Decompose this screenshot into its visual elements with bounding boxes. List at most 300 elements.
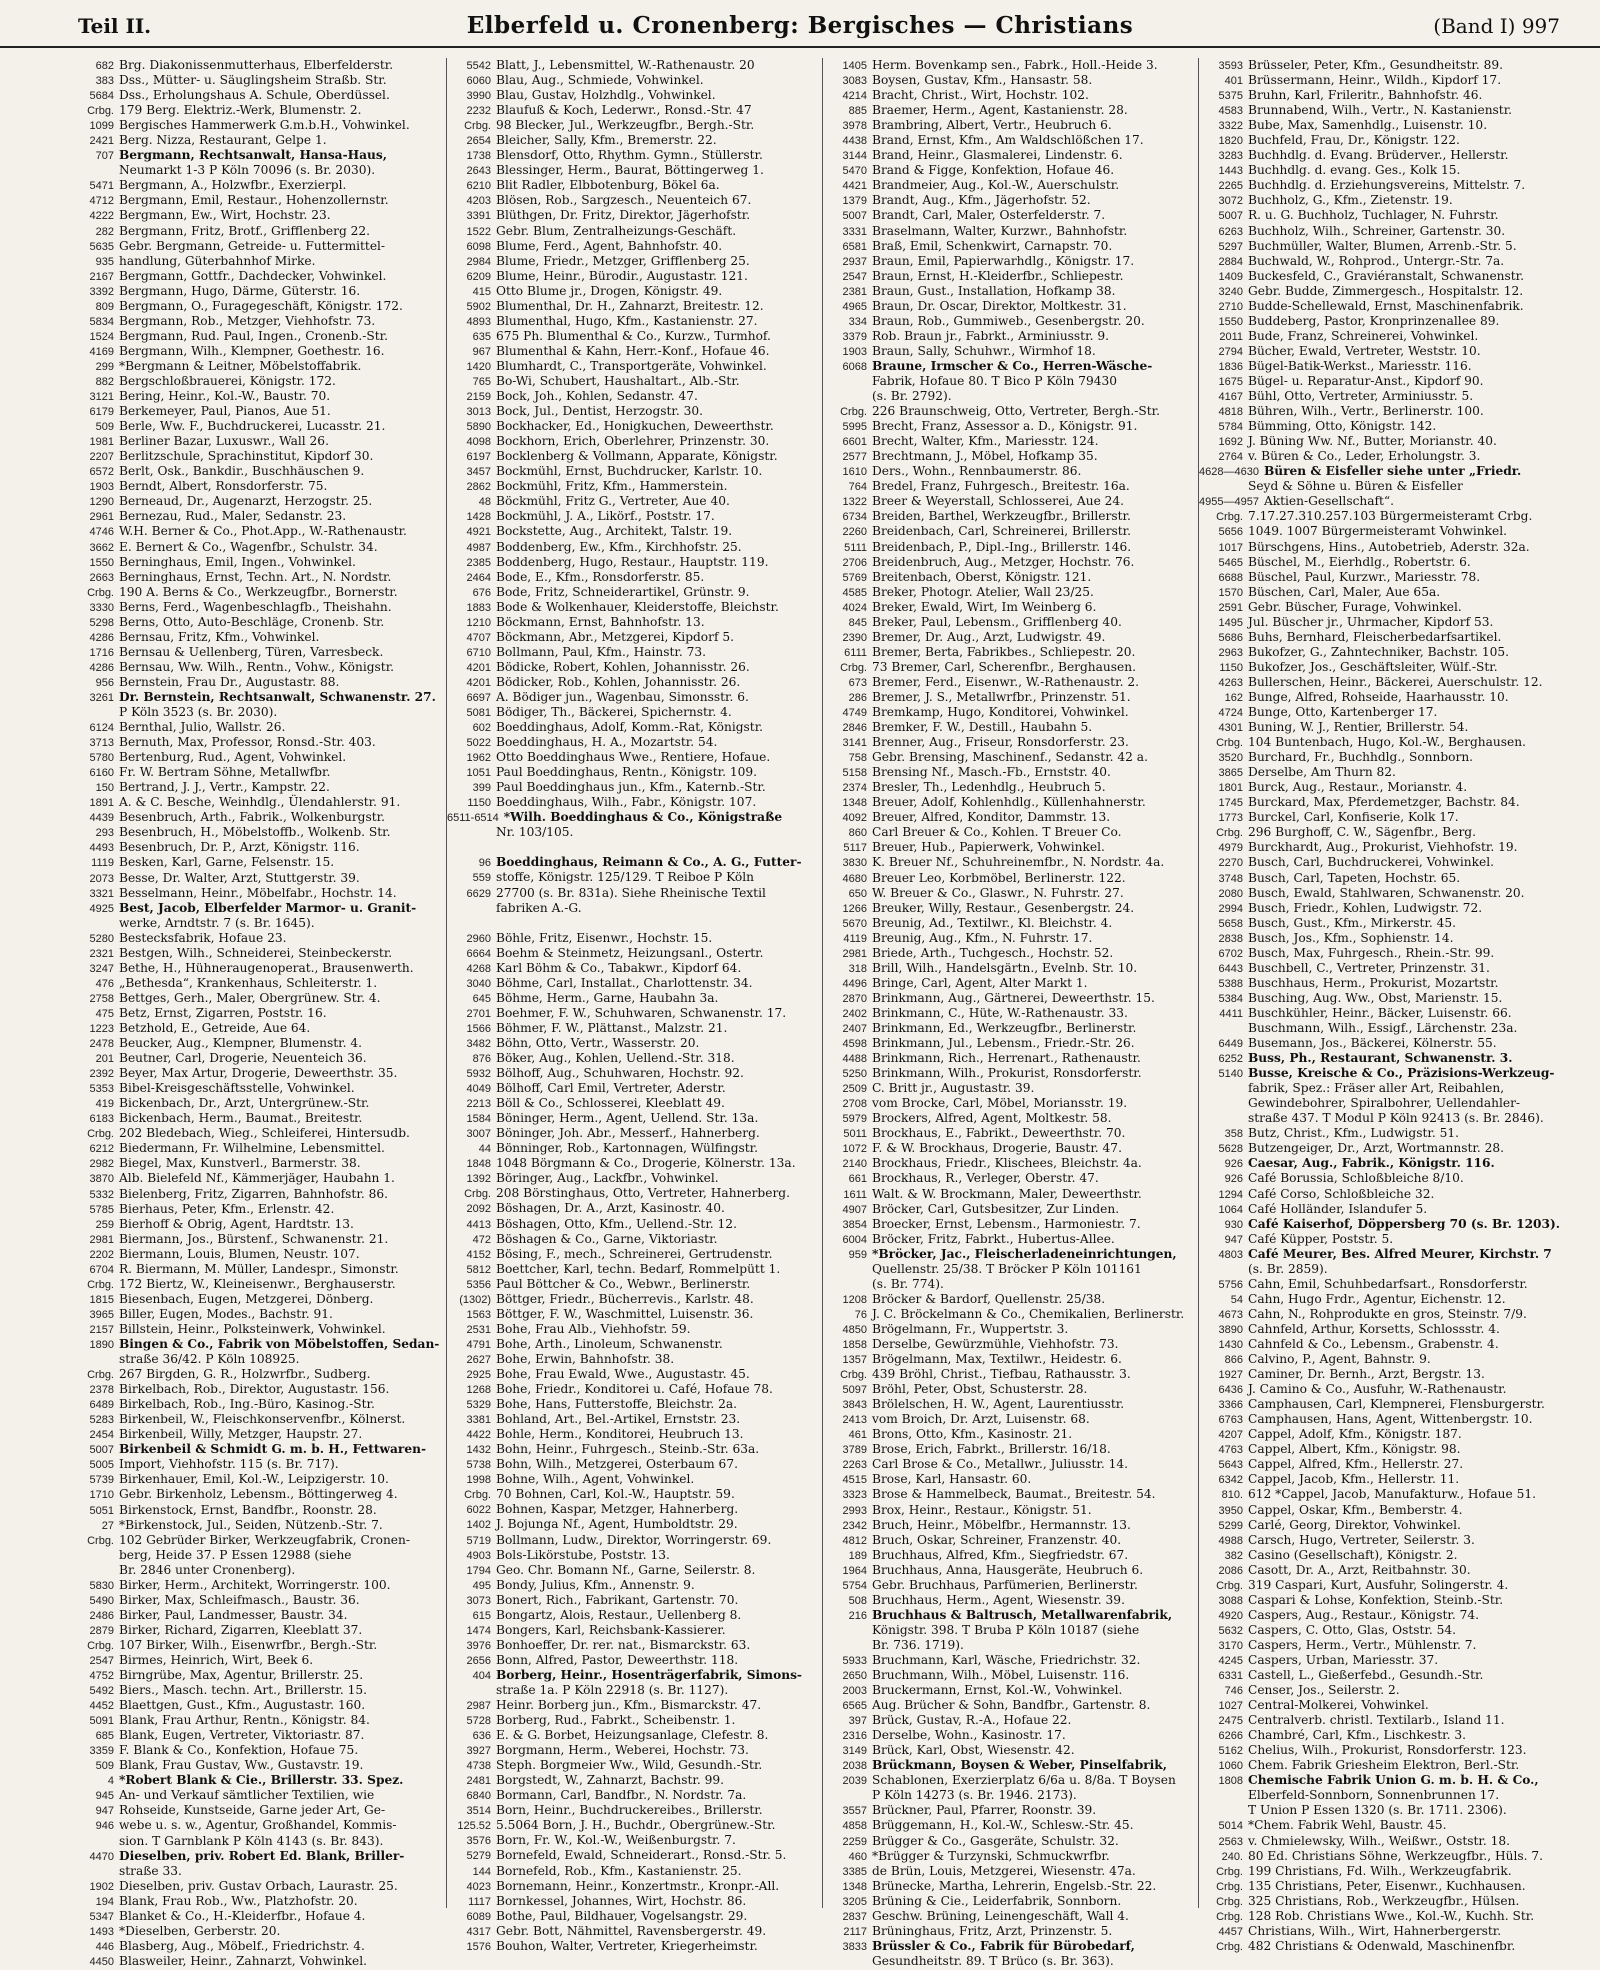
phone-number: 461 [848,1429,867,1442]
directory-entry [823,1668,1187,1683]
directory-entry [823,1262,1187,1277]
directory-entry [447,1502,811,1517]
directory-entry [447,690,811,705]
entry-text: Bödicke, Robert, Kohlen, Johannisstr. 26. [496,659,750,674]
entry-text: Bonhoeffer, Dr. rer. nat., Bismarckstr. 63. [496,1637,751,1652]
phone-number: 4752 [89,1670,114,1683]
directory-entry [70,163,434,178]
entry-text: Blasberg, Aug., Möbelf., Friedrichstr. 4. [119,1938,365,1953]
phone-number: 6209 [466,270,491,283]
entry-text: Bracht, Christ., Wirt, Hochstr. 102. [872,88,1089,103]
directory-entry [70,1051,434,1066]
phone-number: 5932 [466,1068,491,1081]
phone-number: 5728 [466,1715,491,1728]
phone-number: 2140 [842,1158,867,1171]
phone-number: 5643 [1218,1459,1243,1472]
phone-number: 6565 [842,1700,867,1713]
phone-number: 1420 [466,360,491,373]
directory-entry [70,1803,434,1818]
page-header [0,0,1600,48]
directory-entry [1199,1849,1563,1864]
entry-text: Buschbell, C., Vertreter, Prinzenstr. 31. [1248,960,1490,975]
entry-text: Bongartz, Alois, Restaur., Uellenberg 8. [496,1607,742,1622]
entry-text: 179 Berg. Elektriz.-Werk, Blumenstr. 2. [119,103,362,118]
entry-text: Brand, Heinr., Glasmalerei, Lindenstr. 6. [872,148,1123,163]
directory-entry [1199,600,1563,615]
phone-number: 1027 [1218,1700,1243,1713]
phone-number: 3662 [89,541,114,554]
entry-text: Blensdorf, Otto, Rhythm. Gymn., Stüllerstr. [496,148,763,163]
entry-text: Bümming, Otto, Königstr. 142. [1248,419,1437,434]
entry-text: Bergmann, A., Holzwfbr., Exerzierpl. [119,178,347,193]
directory-entry [823,1638,1187,1653]
entry-text: Billstein, Heinr., Polksteinwerk, Vohwinkel. [119,1321,386,1336]
phone-number: 3088 [1218,1594,1243,1607]
phone-number: 4167 [1218,391,1243,404]
phone-number: 2627 [466,1353,491,1366]
phone-number: 5353 [89,1083,114,1096]
directory-entry [1199,1066,1563,1081]
directory-entry [823,269,1187,284]
phone-number: 2080 [1218,887,1243,900]
entry-text: Bohe, Erwin, Bahnhofstr. 38. [496,1351,675,1366]
phone-number: 44 [478,1143,491,1156]
directory-entry [447,359,811,374]
directory-entry [1199,1382,1563,1397]
phone-number: Crbg. [1216,511,1243,524]
entry-text: Buhs, Bernhard, Fleischerbedarfsartikel. [1248,629,1502,644]
phone-number: 5081 [466,707,491,720]
directory-entry [823,1382,1187,1397]
entry-text: Berninghaus, Ernst, Techn. Art., N. Nordstr. [119,569,392,584]
entry-text: Café Holländer, Islandufer 5. [1248,1201,1428,1216]
phone-number: 1357 [842,1354,867,1367]
phone-number: 2011 [1219,330,1243,343]
directory-entry [447,1126,811,1141]
phone-number: 2086 [1218,1564,1243,1577]
entry-text: Gewindebohrer, Spiralbohrer, Uellendahler- [1248,1096,1521,1111]
phone-number: 125.52 [457,1820,491,1833]
directory-entry [1199,163,1563,178]
entry-text: Bohn, Wilh., Metzgerei, Osterbaum 67. [496,1457,738,1472]
phone-number: 1223 [89,1023,114,1035]
phone-number: 6331 [1218,1670,1243,1683]
directory-entry [70,1336,440,1352]
entry-text: 208 Börstinghaus, Otto, Vertreter, Hahnerberg. [496,1186,790,1201]
entry-text: 612 *Cappel, Jacob, Manufakturw., Hofaue 51. [1248,1487,1536,1502]
directory-entry [70,1442,434,1457]
phone-number: 401 [1224,75,1243,88]
entry-text: Busch, Jos., Kfm., Sophienstr. 14. [1248,930,1454,945]
phone-number: 2381 [842,285,867,298]
directory-entry [1199,991,1563,1006]
directory-entry [1199,254,1563,269]
directory-entry [1199,1111,1563,1126]
phone-number: 764 [848,481,867,494]
directory-entry [1199,1187,1563,1202]
directory-entry [70,1096,434,1111]
directory-entry [1199,1487,1563,1502]
entry-text: Café Kaiserhof, Döppersberg 70 (s. Br. 1203). [1248,1216,1561,1231]
directory-entry [70,1427,434,1442]
directory-entry [823,810,1187,825]
phone-number: 6840 [466,1790,491,1803]
phone-number: 5280 [89,932,114,945]
entry-text: Böttger, Friedr., Bücherrevis., Karlstr. 48. [496,1291,754,1306]
entry-text: Caesar, Aug., Fabrik., Königstr. 116. [1248,1156,1495,1171]
phone-number: 5091 [89,1715,114,1728]
directory-entry [70,1668,434,1683]
entry-text: Cahn, Emil, Schuhbedarfsart., Ronsdorferstr. [1248,1276,1528,1291]
directory-entry [1199,509,1563,524]
phone-number: 3830 [842,857,867,870]
phone-number: 3040 [466,977,491,990]
directory-entry [70,1307,434,1322]
directory-entry [1199,1638,1563,1653]
phone-number: 495 [472,1579,491,1592]
directory-entry [447,329,811,344]
phone-number: Crbg. [464,1489,491,1502]
directory-entry [1199,73,1563,88]
directory-entry [447,735,811,750]
entry-text: Bruchhaus, Alfred, Kfm., Siegfriedstr. 67. [872,1547,1129,1562]
phone-number: 2577 [842,451,867,464]
directory-entry [447,750,811,765]
entry-text: Blume, Friedr., Metzger, Grifflenberg 25. [496,253,750,268]
directory-entry [70,600,434,615]
phone-number: 3976 [466,1639,491,1652]
phone-number: 882 [95,375,114,388]
phone-number: 4903 [466,1549,491,1562]
directory-entry [447,464,811,479]
directory-entry [447,1818,811,1833]
entry-text: Bornefeld, Rob., Kfm., Kastanienstr. 25. [496,1863,742,1878]
entry-text: Brück, Karl, Obst, Wiesenstr. 42. [872,1743,1075,1758]
entry-text: Brockhaus, E., Fabrikt., Deweerthstr. 70. [872,1126,1126,1141]
directory-entry [1199,675,1563,690]
phone-number: 4452 [89,1700,114,1713]
entry-text: Breidenbach, P., Dipl.-Ing., Brillerstr. 146. [872,539,1132,554]
phone-number: 1495 [1218,616,1243,629]
directory-entry [823,1232,1187,1247]
directory-entry [1199,118,1563,133]
entry-text: Derselbe, Am Thurn 82. [1248,765,1396,780]
entry-text: Café Borussia, Schloßbleiche 8/10. [1248,1171,1464,1186]
phone-number: 2764 [1218,451,1243,464]
section-label: Teil II. [78,14,152,38]
phone-number: 2039 [842,1775,867,1788]
entry-text: 202 Bledebach, Wieg., Schleiferei, Hintersudb. [119,1126,410,1141]
directory-entry [823,1593,1187,1608]
entry-text: Bockmühl, Ernst, Buchdrucker, Karlstr. 10. [496,464,763,479]
entry-text: Böshagen & Co., Garne, Viktoriastr. [496,1231,718,1246]
entry-text: An- und Verkauf sämtlicher Textilien, wie [119,1788,375,1803]
entry-text: 199 Christians, Fd. Wilh., Werkzeugfabrik. [1248,1863,1512,1878]
entry-text: 482 Christians & Odenwald, Maschinenfbr. [1248,1938,1516,1953]
directory-entry [70,73,434,88]
phone-number: 6022 [466,1504,491,1517]
phone-number: 4965 [842,300,867,313]
entry-text: Dss., Mütter- u. Säuglingsheim Straßb. Str. [119,73,387,88]
directory-entry [1199,1713,1563,1728]
entry-text: Breer & Weyerstall, Schlosserei, Aue 24. [872,494,1125,509]
phone-number: 1099 [89,120,114,133]
phone-number: (1302) [459,1293,491,1306]
directory-entry [447,434,811,449]
directory-entry [447,570,811,585]
entry-text: Born, Fr. W., Kol.-W., Weißenburgstr. 7. [496,1833,736,1848]
directory-entry [70,1006,434,1021]
directory-entry [1199,1292,1563,1307]
phone-number: 4907 [842,1203,867,1216]
directory-entry [823,615,1187,630]
entry-text: Bergmann, Rud. Paul, Ingen., Cronenb.-Str. [119,328,389,343]
phone-number: 1064 [1218,1203,1243,1216]
directory-entry [447,1232,811,1247]
entry-text: Bornemann, Heinr., Konzertmstr., Kronpr.-All. [496,1878,780,1893]
phone-number: 4925 [89,902,114,915]
entry-text: Blasweiler, Heinr., Zahnarzt, Vohwinkel. [119,1953,367,1968]
entry-text: Bouhon, Walter, Vertreter, Kriegerheimstr. [496,1938,758,1953]
directory-entry [1199,615,1563,630]
directory-entry [823,239,1187,254]
directory-entry [447,645,811,660]
directory-entry [447,269,811,284]
entry-text: Herm. Bovenkamp sen., Fabrk., Holl.-Heide 3. [872,58,1158,72]
entry-text: 172 Biertz, W., Kleineisenwr., Berghauserstr. [119,1276,396,1291]
directory-entry [823,224,1187,239]
entry-text: Burckel, Carl, Konfiserie, Kolk 17. [1248,810,1459,825]
directory-entry [823,1081,1187,1096]
phone-number: 4286 [89,661,114,674]
directory-entry [70,1171,434,1186]
directory-entry [447,239,811,254]
phone-number: 5738 [466,1459,491,1472]
phone-number: 5979 [842,1113,867,1126]
entry-text: Bergmann, Gottfr., Dachdecker, Vohwinkel. [119,268,387,283]
phone-number: 476 [95,977,114,990]
phone-number: 5005 [89,1459,114,1472]
directory-entry [70,1126,434,1141]
directory-entry [447,1848,811,1863]
entry-text: Caspers, Herm., Vertr., Mühlenstr. 7. [1248,1637,1477,1652]
phone-number: 866 [1224,1354,1243,1367]
entry-text: Bode, Fritz, Schneiderartikel, Grünstr. 9. [496,584,750,599]
entry-text: Burchard, Fr., Buchhdlg., Sonnborn. [1248,750,1474,765]
entry-text: Paul Boeddinghaus, Rentn., Königstr. 109. [496,765,757,780]
entry-text: Berlt, Osk., Bankdir., Buschhäuschen 9. [119,464,365,479]
entry-text: 128 Rob. Christians Wwe., Kol.-W., Kuchh. Str. [1248,1908,1535,1923]
phone-number: 5158 [842,767,867,780]
entry-text: Berkemeyer, Paul, Pianos, Aue 51. [119,404,331,419]
directory-entry [447,1382,811,1397]
directory-entry [1199,1864,1563,1879]
entry-text: fabrik, Spez.: Fräser aller Art, Reibahlen, [1248,1081,1505,1096]
phone-number: 509 [95,1760,114,1773]
directory-entry [1199,103,1563,118]
phone-number: 3261 [89,691,114,704]
directory-entry [70,1849,434,1864]
entry-text: Breidenbruch, Aug., Metzger, Hochstr. 76. [872,554,1135,569]
entry-text: Brüggemann, H., Kol.-W., Schlesw.-Str. 45. [872,1818,1134,1833]
entry-text: Bohn, Heinr., Fuhrgesch., Steinb.-Str. 63a. [496,1442,760,1457]
directory-entry [1199,1156,1563,1171]
entry-text: Broecker, Ernst, Lebensm., Harmoniestr. 7. [872,1216,1141,1231]
directory-entry [823,1954,1187,1969]
phone-number: 5051 [89,1504,114,1517]
directory-entry [447,1036,811,1051]
entry-text: *Bergmann & Leitner, Möbelstoffabrik. [119,358,362,373]
phone-number: 4098 [466,436,491,449]
entry-text: Gesundheitstr. 89. T Brüco (s. Br. 363). [872,1953,1114,1968]
entry-text: Bernsau & Uellenberg, Türen, Varresbeck. [119,644,384,659]
directory-entry [70,1382,434,1397]
phone-number: 6734 [842,511,867,524]
directory-entry [447,1728,811,1743]
phone-number: 4496 [842,977,867,990]
directory-entry [70,976,434,991]
entry-text: Bergmann, Rob., Metzger, Viehhofstr. 73. [119,313,376,328]
directory-entry [823,675,1187,690]
entry-text: R. u. G. Buchholz, Tuchlager, N. Fuhrstr. [1248,208,1499,223]
entry-text: Bingen & Co., Fabrik von Möbelstoffen, Sedan- [119,1336,440,1351]
directory-entry [447,1698,811,1713]
phone-number: 5471 [89,180,114,193]
phone-number: 650 [848,887,867,900]
phone-number: 6060 [466,75,491,88]
directory-entry [70,1247,434,1262]
phone-number: 2402 [842,1007,867,1020]
entry-text: Camphausen, Hans, Agent, Wittenbergstr. 10. [1248,1412,1533,1427]
entry-text: 70 Bohnen, Carl, Kol.-W., Hauptstr. 59. [496,1487,735,1502]
entry-text: v. Büren & Co., Leder, Erholungstr. 3. [1248,449,1481,464]
entry-text: Beucker, Aug., Klempner, Blumenstr. 4. [119,1036,362,1051]
entry-text: Camphausen, Carl, Klempnerei, Flensburgerstr. [1248,1397,1545,1412]
entry-text: Birkenbeil, W., Fleischkonservenfbr., Kölnerst. [119,1412,406,1427]
page-number: (Band I) 997 [1433,14,1560,38]
phone-number: 1348 [842,797,867,810]
phone-number: 5684 [89,90,114,103]
entry-text: Buchholz, Wilh., Schreiner, Gartenstr. 30. [1248,223,1506,238]
entry-text: Bröhl, Peter, Obst, Schusterstr. 28. [872,1382,1088,1397]
phone-number: 5011 [843,1128,867,1141]
phone-number: 2263 [842,1459,867,1472]
entry-text: Biesenbach, Eugen, Metzgerei, Dönberg. [119,1291,374,1306]
directory-entry [447,1096,811,1111]
phone-number: 6098 [466,240,491,253]
entry-text: Gebr. Bruchhaus, Parfümerien, Berlinerstr. [872,1577,1138,1592]
directory-entry [70,1954,434,1969]
phone-number: 2794 [1218,345,1243,358]
entry-text: Buschkühler, Heinr., Bäcker, Luisenstr. 66. [1248,1005,1512,1020]
entry-text: Blau, Gustav, Holzhdlg., Vohwinkel. [496,88,716,103]
phone-number: 5332 [89,1188,114,1201]
phone-number: 876 [472,1053,491,1065]
phone-number: 2117 [843,1925,867,1938]
phone-number: 3379 [842,330,867,343]
phone-number: 460 [848,1850,867,1863]
phone-number: Crbg. [840,1369,867,1382]
directory-entry [823,58,1187,73]
phone-number: 3854 [842,1218,867,1231]
directory-entry [823,1427,1187,1442]
entry-text: 190 A. Berns & Co., Werkzeugfbr., Bornerstr. [119,584,398,599]
directory-entry [823,1563,1187,1578]
phone-number: 6179 [89,406,114,419]
phone-number: 2378 [89,1384,114,1397]
entry-text: Brögelmann, Fr., Wuppertstr. 3. [872,1321,1069,1336]
phone-number: 5635 [89,240,114,253]
directory-entry [70,570,434,585]
entry-text: Dieselben, priv. Gustav Orbach, Laurastr. 25. [119,1878,398,1893]
phone-number: 4422 [466,1429,491,1442]
directory-entry [447,1758,811,1773]
phone-number: 6704 [89,1263,114,1276]
directory-entry [823,509,1187,524]
entry-text: E. & G. Borbet, Heizungsanlage, Clefestr. 8. [496,1728,769,1743]
entry-text: Bierhaus, Peter, Kfm., Erlenstr. 42. [119,1201,335,1216]
directory-entry [70,404,434,419]
phone-number: 3748 [1218,872,1243,885]
phone-number: 673 [848,676,867,689]
phone-number: 1379 [842,195,867,208]
directory-entry [823,1472,1187,1487]
phone-number: 1210 [466,616,491,629]
entry-text: Burck, Aug., Restaur., Morianstr. 4. [1248,780,1468,795]
directory-entry [70,224,434,239]
directory-entry [447,1517,811,1532]
entry-text: Bernthal, Julio, Wallstr. 26. [119,720,286,735]
entry-text: 1048 Börgmann & Co., Drogerie, Kölnerstr. 13a. [496,1156,796,1171]
entry-text: Boddenberg, Hugo, Restaur., Hauptstr. 119. [496,554,769,569]
directory-entry [823,374,1187,389]
phone-number: 1611 [843,1188,867,1201]
entry-text: Bockmühl, Fritz, Kfm., Hammerstein. [496,479,728,494]
phone-number: 2475 [1218,1715,1243,1728]
phone-number: 3170 [1218,1639,1243,1652]
directory-entry [447,991,811,1006]
column-1 [70,58,440,1968]
phone-number: 636 [472,1730,491,1743]
phone-number: 5686 [1218,631,1243,644]
directory-entry [823,1367,1187,1382]
entry-text: Brand, Ernst, Kfm., Am Waldschlößchen 17. [872,133,1144,148]
phone-number: 6449 [1218,1038,1243,1051]
phone-number: 926 [1224,1173,1243,1186]
directory-entry [70,901,434,916]
phone-number: 4470 [89,1850,114,1863]
entry-text: straße 1a. P Köln 22918 (s. Br. 1127). [496,1682,729,1697]
entry-text: Brögelmann, Max, Textilwr., Heidestr. 6. [872,1352,1122,1367]
entry-text: Brecht, Walter, Kfm., Mariesstr. 124. [872,434,1099,449]
entry-text: Rob. Braun jr., Fabrkt., Arminiusstr. 9. [872,328,1109,343]
entry-text: Bölhoff, Aug., Schuhwaren, Hochstr. 92. [496,1066,744,1081]
entry-text: Buddeberg, Pastor, Kronprinzenallee 89. [1248,313,1500,328]
entry-text: Bohnen, Kaspar, Metzger, Hahnerberg. [496,1502,739,1517]
entry-text: Buschmann, Wilh., Essigf., Lärchenstr. 23a. [1248,1021,1518,1035]
entry-text: Bröcker, Carl, Gutsbesitzer, Zur Linden. [872,1201,1120,1216]
directory-entry [1199,630,1563,645]
directory-entry [823,1051,1187,1066]
entry-text: Steph. Borgmeier Ww., Wild, Gesundh.-Str. [496,1758,763,1773]
entry-text: Bruchhaus, Herm., Agent, Wiesenstr. 39. [872,1592,1125,1607]
directory-entry [823,1743,1187,1758]
phone-number: 3121 [89,391,114,404]
entry-text: Boysen, Gustav, Kfm., Hansastr. 58. [872,73,1093,88]
directory-entry [1199,705,1563,720]
phone-number: 1902 [89,1880,114,1893]
page-title: Elberfeld u. Cronenberg: Bergisches — Christians [466,12,1134,39]
